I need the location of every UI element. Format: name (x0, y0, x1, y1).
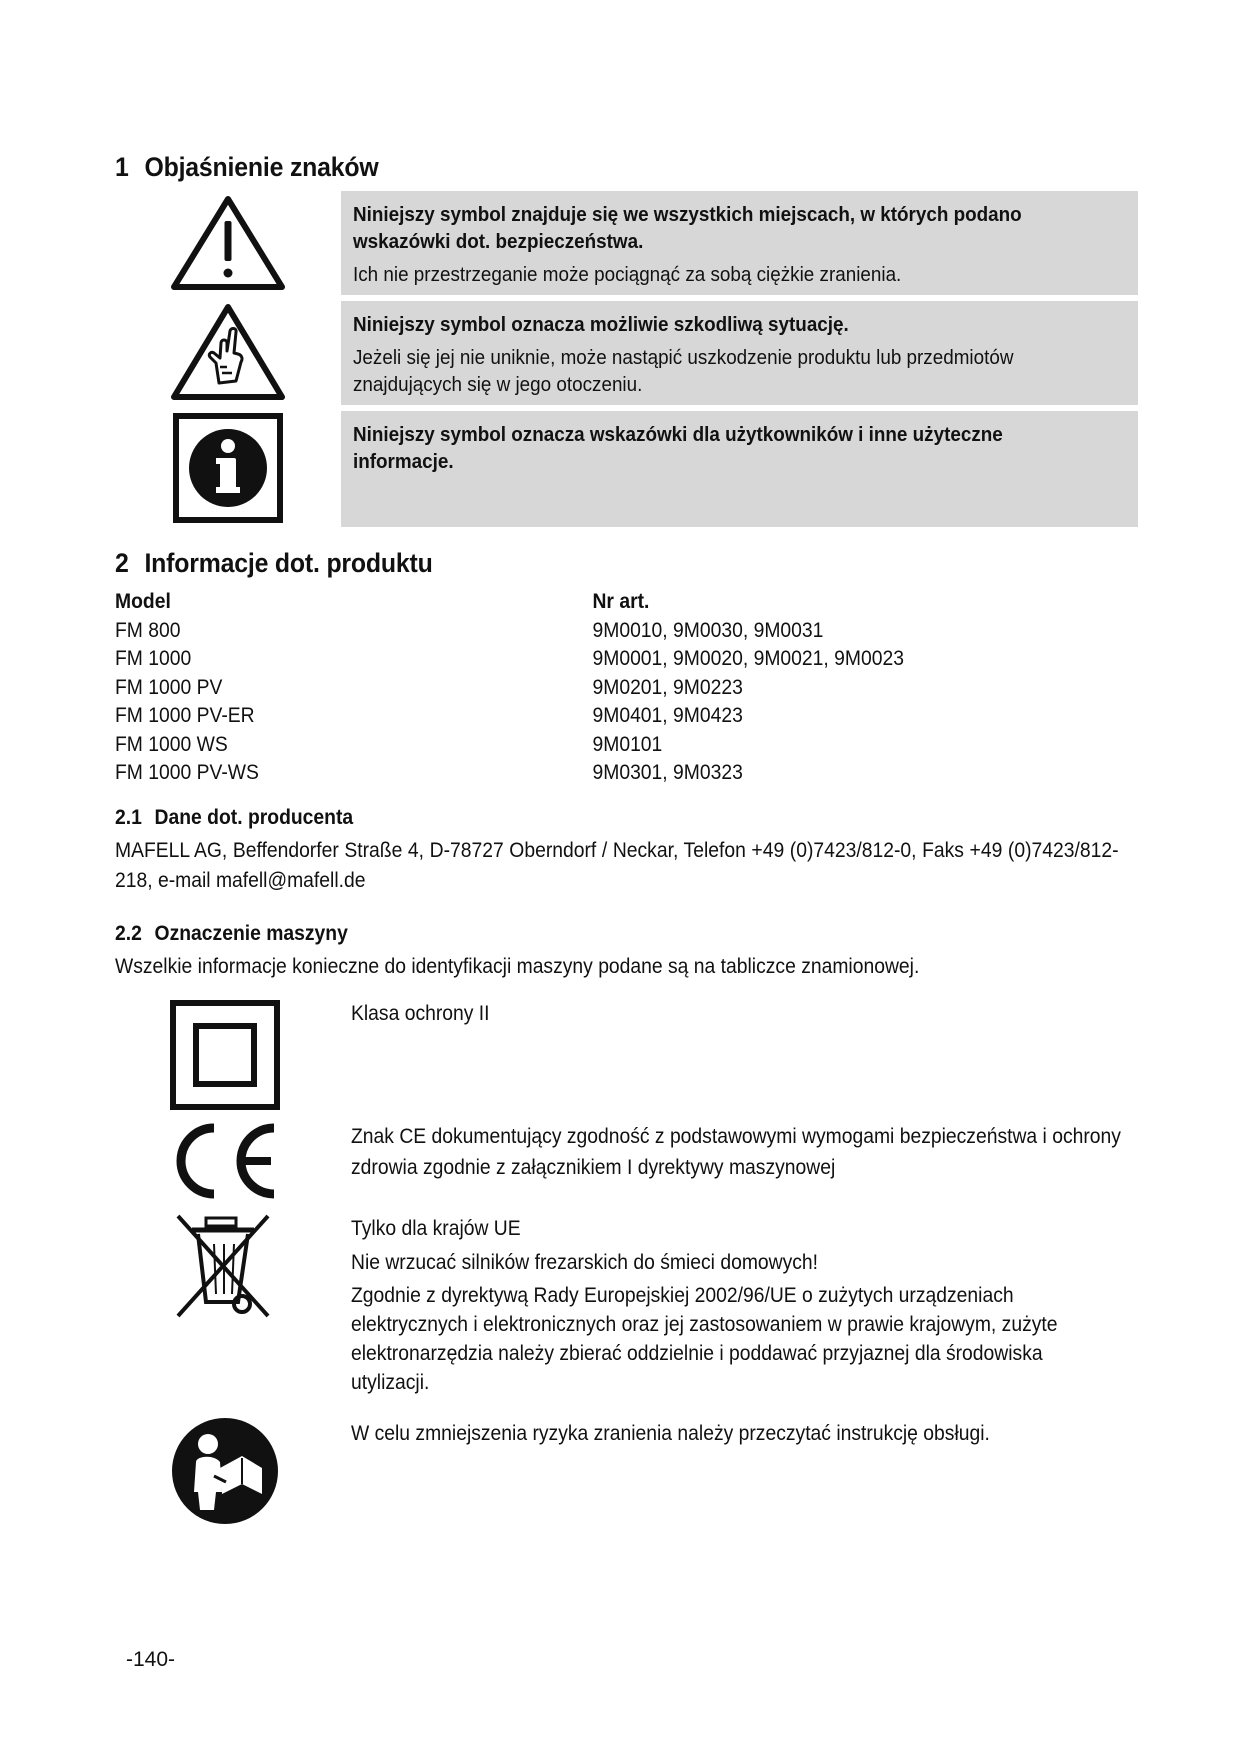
model-cell: FM 1000 PV-WS (115, 761, 259, 784)
section-number: 1 (115, 152, 129, 182)
manufacturer-info (115, 836, 1125, 896)
section-2-1-heading (115, 806, 353, 830)
weee-description (351, 1213, 1131, 1400)
section-number: 2 (115, 548, 129, 578)
hand-warning-icon (116, 301, 341, 405)
table-row (115, 733, 943, 762)
table-row (115, 619, 943, 648)
protection-class-ii-icon (170, 1000, 280, 1110)
identification-text: Wszelkie informacje konieczne do identyfikacji maszyny podane są na tabliczce znamionowej. (115, 955, 920, 978)
symbol-row-warning (116, 191, 1138, 295)
ce-mark-icon (170, 1118, 280, 1204)
identification-info (115, 952, 1125, 982)
model-cell: FM 800 (115, 618, 181, 642)
symbol-row-caution (116, 301, 1138, 405)
symbol-description: Ich nie przestrzeganie może pociągnąć za sobą ciężkie zranienia. (353, 263, 902, 286)
art-no-cell: 9M0301, 9M0323 (592, 761, 743, 784)
art-no-cell: 9M0201, 9M0223 (592, 675, 743, 699)
symbol-description-bold: Niniejszy symbol oznacza wskazówki dla użytkowników i inne użyteczne informacje. (353, 423, 1003, 473)
warning-triangle-icon (116, 191, 341, 295)
model-cell: FM 1000 WS (115, 732, 228, 756)
symbol-description: Jeżeli się jej nie uniknie, może nastąpić uszkodzenie produktu lub przedmiotów znajdujących się w jego otoczeniu. (353, 346, 1014, 396)
product-table (115, 590, 1015, 790)
mark-description (351, 998, 1131, 1032)
column-header-art-no: Nr art. (592, 590, 650, 613)
symbol-description-bold: Niniejszy symbol znajduje się we wszystkich miejscach, w których podano wskazówki dot. bezpieczeństwa. (353, 203, 1022, 253)
manufacturer-text: MAFELL AG, Beffendorfer Straße 4, D-78727 Oberndorf / Neckar, Telefon +49 (0)7423/812-0, Faks +49 (0)7423/812-218, e-mail mafell@mafell.de (115, 839, 1119, 892)
mark-line: Zgodnie z dyrektywą Rady Europejskiej 2002/96/UE o zużytych urządzeniach elektrycznych i elektronicznych oraz jej zastosowaniem w prawie krajowym, zużyte elektronarzędzia należy zbierać oddzielnie i poddawać przyjaznej dla środowiska utylizacji. (351, 1284, 1058, 1394)
mark-line: Klasa ochrony II (351, 1002, 490, 1025)
crossed-bin-icon (172, 1210, 278, 1322)
table-row (115, 676, 943, 705)
read-manual-icon (170, 1416, 280, 1526)
mark-line: Nie wrzucać silników frezarskich do śmieci domowych! (351, 1251, 819, 1274)
section-number: 2.1 (115, 806, 142, 829)
section-number: 2.2 (115, 922, 142, 945)
section-title: Oznaczenie maszyny (154, 922, 348, 945)
mark-line: W celu zmniejszenia ryzyka zranienia należy przeczytać instrukcję obsługi. (351, 1422, 990, 1445)
symbol-description-bold: Niniejszy symbol oznacza możliwie szkodliwą sytuację. (353, 313, 849, 336)
section-1-heading (115, 152, 379, 183)
page-number: -140- (126, 1648, 176, 1671)
section-2-2-heading (115, 922, 348, 946)
model-cell: FM 1000 PV-ER (115, 704, 255, 727)
art-no-cell: 9M0001, 9M0020, 9M0021, 9M0023 (592, 647, 904, 670)
table-row (115, 761, 943, 790)
column-header-model: Model (115, 590, 171, 613)
symbol-row-info (116, 411, 1138, 527)
table-header-row (115, 590, 943, 619)
art-no-cell: 9M0401, 9M0423 (592, 704, 743, 727)
mark-description (351, 1418, 1131, 1452)
section-2-heading (115, 548, 433, 579)
art-no-cell: 9M0101 (592, 732, 663, 756)
table-row (115, 704, 943, 733)
model-cell: FM 1000 PV (115, 675, 223, 699)
mark-line: Tylko dla krajów UE (351, 1217, 521, 1240)
info-icon (116, 411, 341, 527)
table-row (115, 647, 943, 676)
model-cell: FM 1000 (115, 647, 192, 670)
section-title: Dane dot. producenta (154, 806, 354, 829)
section-title: Objaśnienie znaków (144, 152, 379, 182)
mark-line: Znak CE dokumentujący zgodność z podstawowymi wymogami bezpieczeństwa i ochrony zdrowia zgodnie z załącznikiem I dyrektywy maszynowej (351, 1125, 1121, 1179)
section-title: Informacje dot. produktu (144, 548, 433, 578)
mark-description (351, 1121, 1131, 1186)
art-no-cell: 9M0010, 9M0030, 9M0031 (592, 618, 824, 642)
